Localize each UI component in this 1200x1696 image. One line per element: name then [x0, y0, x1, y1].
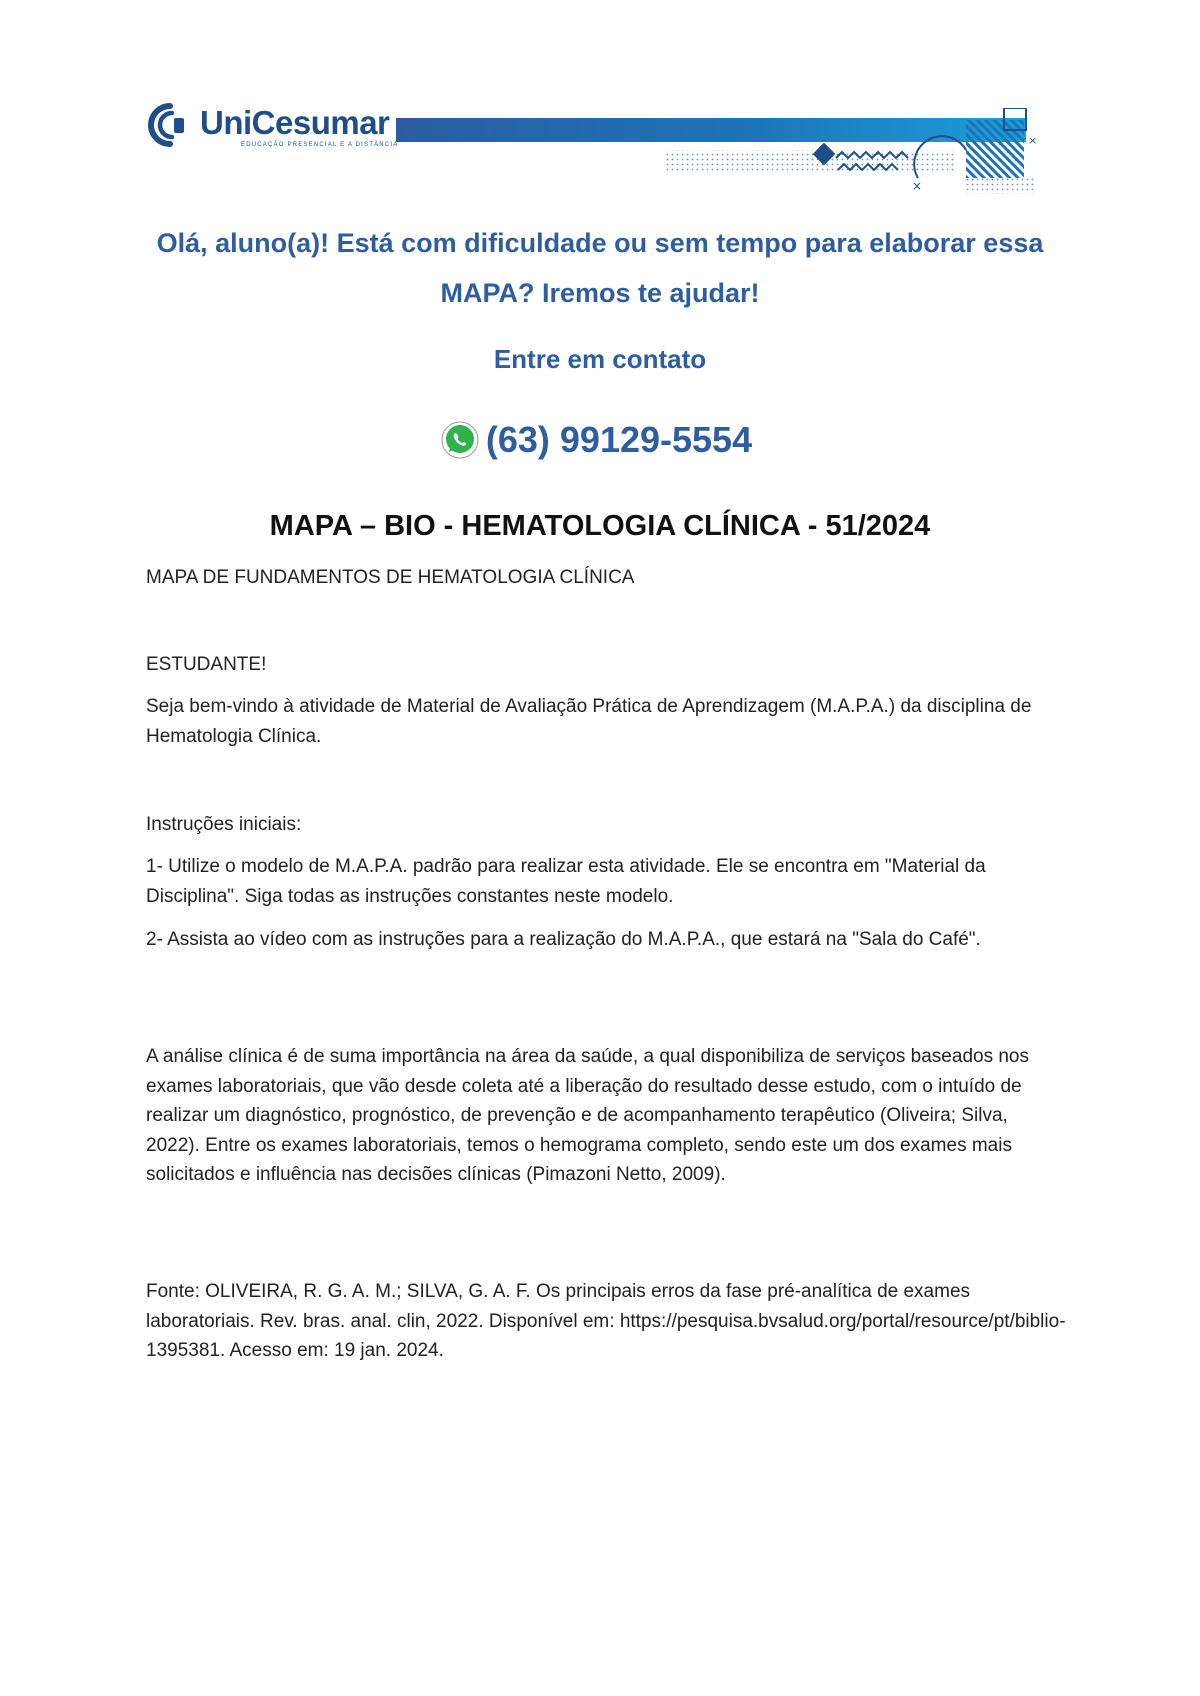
promo-title: Olá, aluno(a)! Está com dificuldade ou sem tempo para elaborar essa MAPA? Iremos te ajudar!	[156, 228, 1044, 308]
context-paragraph: A análise clínica é de suma importância na área da saúde, a qual disponibiliza de serviços baseados nos exames laboratoriais, que vão desde coleta até a liberação do resultado desse estudo, com o intuído de realizar um diagnóstico, prognóstico, de prevenção e de acompanhamento terapêutico (Oliveira; Silva, 2022). Entre os exames laboratoriais, temos o hemograma completo, sendo este um dos exames mais solicitados e influência nas decisões clínicas (Pimazoni Netto, 2009).	[146, 1046, 1029, 1185]
document-title: MAPA – BIO - HEMATOLOGIA CLÍNICA - 51/2024	[269, 510, 931, 542]
welcome-paragraph: Seja bem-vindo à atividade de Material de Avaliação Prática de Aprendizagem (M.A.P.A.) da disciplina de Hematologia Clínica.	[146, 696, 1032, 747]
header-decoration	[666, 108, 1066, 200]
svg-text:×: ×	[912, 179, 923, 193]
source-citation: Fonte: OLIVEIRA, R. G. A. M.; SILVA, G. A. F. Os principais erros da fase pré-analítica de exames laboratoriais. Rev. bras. anal. clin, 2022. Disponível em: https://pesquisa.bvsalud.org/portal/resource/pt/biblio-1395381. Acesso em: 19 jan. 2024.	[146, 1281, 1066, 1361]
phone-contact	[150, 416, 1050, 464]
logo-tagline: EDUCAÇÃO PRESENCIAL E A DISTÂNCIA	[241, 142, 399, 148]
document-header	[146, 98, 1066, 200]
whatsapp-icon	[440, 420, 480, 460]
unicesumar-logo	[146, 102, 399, 158]
instructions-heading: Instruções iniciais:	[146, 814, 302, 835]
unicesumar-logo-mark-icon	[146, 102, 198, 148]
greeting: ESTUDANTE!	[146, 654, 267, 675]
svg-text:×: ×	[1028, 134, 1038, 147]
instruction-item-1: 1- Utilize o modelo de M.A.P.A. padrão para realizar esta atividade. Ele se encontra em "Material da Disciplina". Siga todas as instruções constantes neste modelo.	[146, 856, 986, 907]
instruction-item-2: 2- Assista ao vídeo com as instruções para a realização do M.A.P.A., que estará na "Sala do Café".	[146, 929, 981, 950]
phone-number: (63) 99129-5554	[485, 419, 753, 460]
contact-label: Entre em contato	[493, 344, 707, 374]
logo-name: UniCesumar	[200, 104, 390, 141]
document-subtitle: MAPA DE FUNDAMENTOS DE HEMATOLOGIA CLÍNICA	[146, 567, 635, 588]
